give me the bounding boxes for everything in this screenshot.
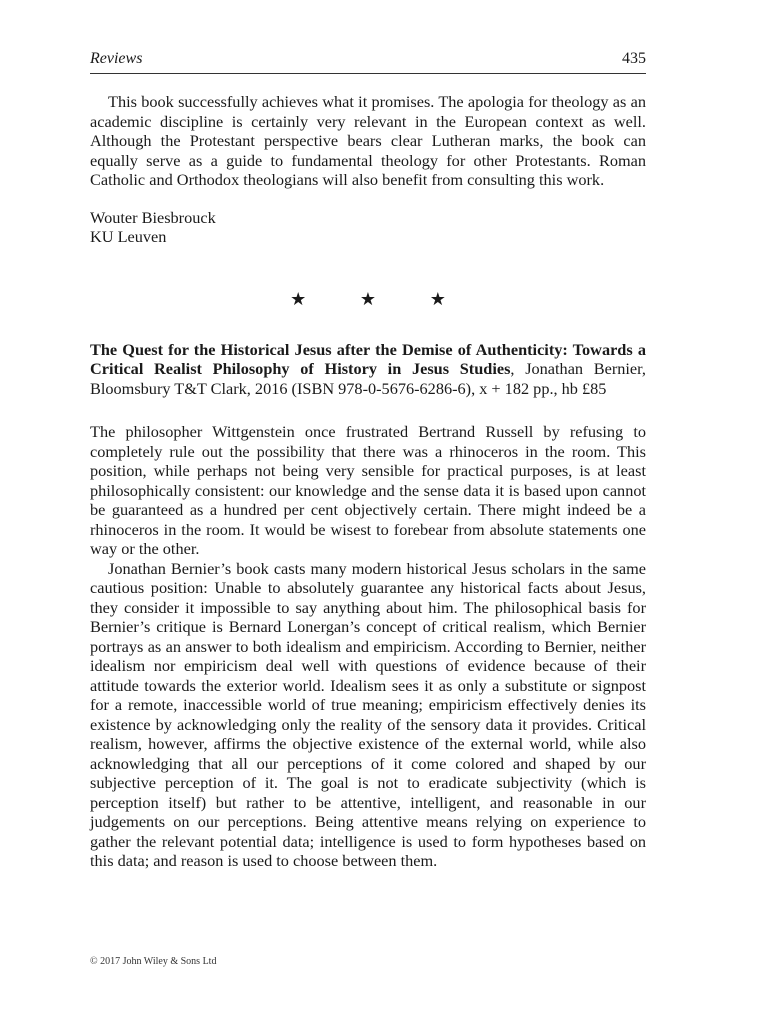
page	[90, 50, 646, 871]
reviewer-name: Wouter Biesbrouck	[90, 207, 216, 227]
journal-section-title: Reviews	[90, 50, 143, 67]
copyright-footer: © 2017 John Wiley & Sons Ltd	[90, 956, 217, 967]
review-paragraph-2: Jonathan Bernier’s book casts many modern historical Jesus scholars in the same cautious position: Unable to absolutely guarantee any historical facts about Jesus, they consider it impossible to say anything about him. The philosophical basis for Bernier’s critique is Bernard Lonergan’s concept of critical realism, which Bernier portrays as an answer to both idealism and empiricism. According to Bernier, neither idealism nor empiricism deal well with questions of evidence because of their attitude towards the exterior world. Idealism sees it as only a substitute or signpost for a remote, inaccessible world of true meaning; empiricism effectively denies its existence by acknowledging only the reality of the sensory data it provides. Critical realism, however, affirms the objective existence of the external world, while also acknowledging that all our perceptions of it come colored and shaped by our subjective perception of it. The goal is not to eradicate subjectivity (which is perception itself) but rather to be attentive, intelligent, and reasonable in our judgements on our perceptions. Being attentive means relying on experience to gather the relevant potential data; intelligence is used to form hypotheses based on this data; and reason is used to choose between them.	[90, 558, 646, 870]
book-details: , Jonathan Bernier, Bloomsbury T&T Clark, 2016 (ISBN 978-0-5676-6286-6), x + 182 pp., hb £85	[90, 359, 646, 398]
page-number: 435	[622, 50, 646, 67]
section-separator-stars: ★ ★ ★	[290, 288, 470, 310]
book-citation	[90, 340, 646, 399]
book-title: The Quest for the Historical Jesus after the Demise of Authenticity: Towards a Critical Realist Philosophy of History in Jesus Studies	[90, 339, 646, 378]
reviewer-affiliation: KU Leuven	[90, 227, 167, 246]
review-paragraph-1: The philosopher Wittgenstein once frustrated Bertrand Russell by refusing to completely rule out the possibility that there was a rhinoceros in the room. This position, while perhaps not being very sensible for practical purposes, is at least philosophically consistent: our knowledge and the sense data it is based upon cannot be guaranteed as a hundred per cent objectively certain. There might indeed be a rhinoceros in the room. It would be wisest to forebear from absolute statements one way or the other.	[90, 422, 646, 558]
reviewer-signature	[90, 208, 646, 247]
running-head	[90, 50, 646, 74]
previous-review-closing-paragraph: This book successfully achieves what it promises. The apologia for theology as an academic discipline is certainly very relevant in the European context as well. Although the Protestant perspective bears clear Lutheran marks, the book can equally serve as a guide to fundamental theology for other Protestants. Roman Catholic and Orthodox theologians will also benefit from consulting this work.	[90, 92, 646, 189]
